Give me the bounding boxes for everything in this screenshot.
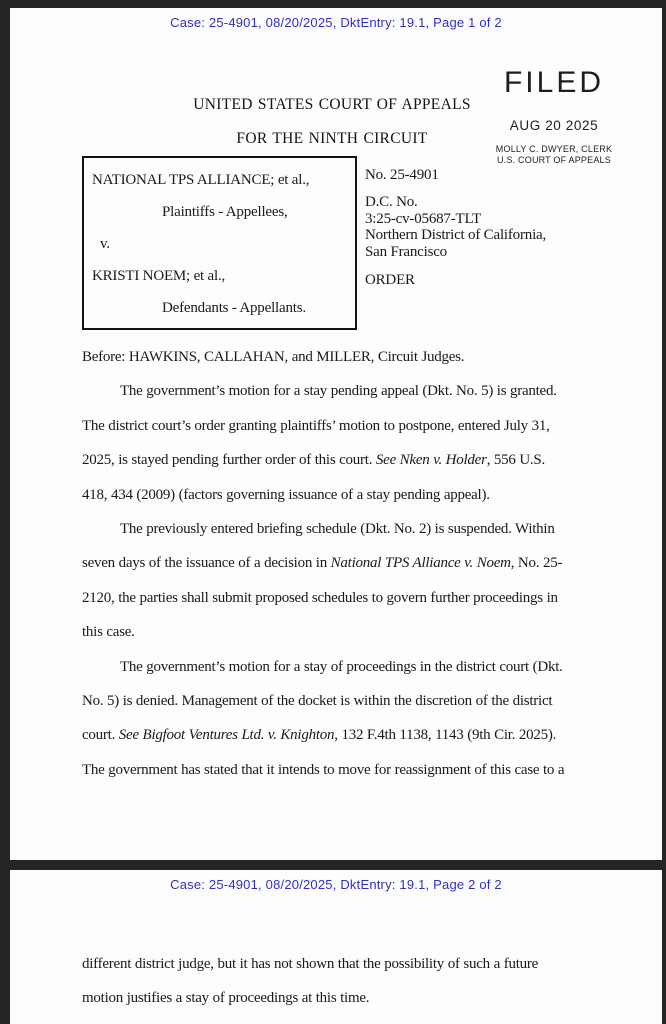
text-segment: motion justifies a stay of proceedings at this time. [82, 990, 370, 1007]
paragraph-3-continued [82, 947, 610, 1016]
text-segment: The government has stated that it intends to move for reassignment of this case to a [82, 761, 565, 778]
text-line [82, 478, 610, 512]
text-segment: , 132 F.4th 1138, 1143 (9th Cir. 2025). [334, 727, 557, 744]
text-segment: court. [82, 727, 119, 744]
text-line [82, 443, 610, 477]
text-line [82, 512, 610, 546]
page-2 [10, 870, 662, 1024]
district-court-info [365, 194, 615, 260]
page-1 [10, 8, 662, 860]
text-line [82, 615, 610, 649]
text-segment: 2120, the parties shall submit proposed schedules to govern further proceedings in [82, 589, 558, 606]
docket-stamp-header-page2: Case: 25-4901, 08/20/2025, DktEntry: 19.1, Page 2 of 2 [170, 877, 502, 892]
text-line [82, 374, 610, 408]
order-body [82, 340, 610, 787]
text-segment: No. 5) is denied. Management of the docket is within the discretion of the district [82, 693, 553, 710]
text-segment: The district court’s order granting plaintiffs’ motion to postpone, entered July 31, [82, 417, 550, 434]
text-segment: The previously entered briefing schedule (Dkt. No. 2) is suspended. Within [120, 521, 555, 538]
text-line [82, 581, 610, 615]
case-citation-italic: See Bigfoot Ventures Ltd. v. Knighton [118, 727, 335, 744]
text-segment: The government’s motion for a stay pending appeal (Dkt. No. 5) is granted. [120, 383, 557, 400]
case-citation-italic: National TPS Alliance v. Noem [330, 555, 511, 572]
appeal-number: No. 25-4901 [365, 167, 439, 183]
order-body-continued [82, 947, 610, 1016]
text-line [82, 718, 610, 752]
dc-number: 3:25-cv-05687-TLT [365, 210, 482, 227]
defendant-role: Defendants - Appellants. [162, 300, 306, 316]
text-line [82, 650, 610, 684]
filed-stamp [465, 68, 643, 166]
text-line [82, 409, 610, 443]
filed-stamp-date: AUG 20 2025 [509, 118, 599, 133]
text-line [82, 340, 610, 374]
versus-label: v. [100, 236, 110, 252]
text-line [82, 546, 610, 580]
district-line1: Northern District of California, [365, 227, 547, 243]
paragraph-3 [82, 650, 610, 788]
text-line [82, 947, 610, 981]
court-title-line1: UNITED STATES COURT OF APPEALS [193, 96, 471, 113]
filed-stamp-clerk: MOLLY C. DWYER, CLERK [495, 144, 613, 154]
text-segment: seven days of the issuance of a decision in [82, 555, 331, 572]
text-segment: 418, 434 (2009) (factors governing issuance of a stay pending appeal). [82, 486, 490, 503]
text-segment: different district judge, but it has not shown that the possibility of such a future [82, 956, 539, 972]
court-title-line2: FOR THE NINTH CIRCUIT [236, 130, 428, 147]
dc-number-label: D.C. No. [365, 194, 418, 210]
defendant-name: KRISTI NOEM; et al., [92, 268, 226, 284]
district-line2: San Francisco [365, 243, 447, 260]
text-line [82, 753, 610, 787]
order-label: ORDER [365, 272, 415, 288]
paragraph-1 [82, 374, 610, 512]
paragraph-2 [82, 512, 610, 650]
text-segment: The government’s motion for a stay of proceedings in the district court (Dkt. [120, 658, 563, 675]
text-segment: 2025, is stayed pending further order of this court. [82, 452, 376, 469]
text-segment: , No. 25- [510, 555, 563, 572]
plaintiff-role: Plaintiffs - Appellees, [162, 204, 288, 220]
filed-stamp-office: U.S. COURT OF APPEALS [497, 155, 611, 165]
text-segment: , 556 U.S. [486, 452, 546, 469]
text-line [82, 684, 610, 718]
docket-stamp-header-page1: Case: 25-4901, 08/20/2025, DktEntry: 19.1, Page 1 of 2 [170, 15, 502, 30]
filed-stamp-text: FILED [503, 66, 605, 99]
case-info [365, 166, 615, 289]
text-line [82, 981, 610, 1015]
text-segment: this case. [82, 624, 135, 641]
case-caption-box [82, 156, 357, 330]
plaintiff-name: NATIONAL TPS ALLIANCE; et al., [92, 172, 310, 188]
before-judges-line [82, 340, 610, 374]
case-citation-italic: See Nken v. Holder [375, 452, 487, 469]
text-segment: Before: HAWKINS, CALLAHAN, and MILLER, Circuit Judges. [82, 349, 465, 365]
